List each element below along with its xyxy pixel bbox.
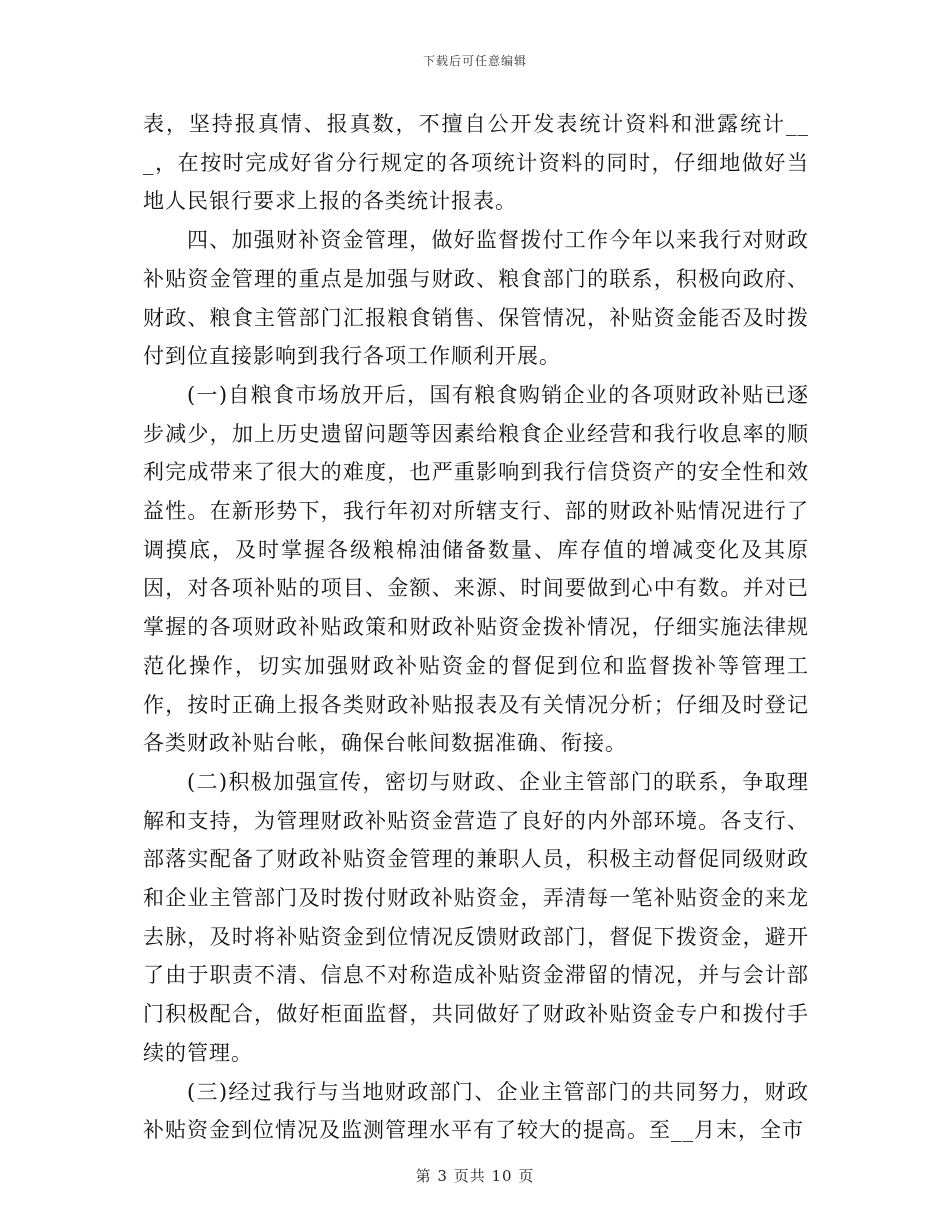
page-header: 下载后可任意编辑 (422, 54, 527, 68)
paragraph-continuation: 表，坚持报真情、报真数，不擅自公开发表统计资料和泄露统计___，在按时完成好省分行规定的各项统计资料的同时，仔细地做好当地人民银行要求上报的各类统计报表。 (143, 112, 809, 214)
paragraph-section-four: 四、加强财补资金管理，做好监督拨付工作今年以来我行对财政补贴资金管理的重点是加强与财政、粮食部门的联系，积极向政府、财政、粮食主管部门汇报粮食销售、保管情况，补贴资金能否及时拨付到位直接影响到我行各项工作顺利开展。 (143, 228, 809, 369)
paragraph-item-two: (二)积极加强宣传，密切与财政、企业主管部门的联系，争取理解和支持，为管理财政补贴资金营造了良好的内外部环境。各支行、部落实配备了财政补贴资金管理的兼职人员，积极主动督促同级财政和企业主管部门及时拨付财政补贴资金，弄清每一笔补贴资金的来龙去脉，及时将补贴资金到位情况反馈财政部门，督促下拨资金，避开了由于职责不清、信息不对称造成补贴资金滞留的情况，并与会计部门积极配合，做好柜面监督，共同做好了财政补贴资金专户和拨付手续的管理。 (143, 769, 809, 1065)
page-number-footer: 第 3 页共 10 页 (415, 1167, 535, 1185)
document-body (143, 105, 809, 1150)
paragraph-item-three: (三)经过我行与当地财政部门、企业主管部门的共同努力，财政补贴资金到位情况及监测管理水平有了较大的提高。至__月末，全市 (143, 1079, 809, 1143)
paragraph-item-one: (一)自粮食市场放开后，国有粮食购销企业的各项财政补贴已逐步减少，加上历史遗留问题等因素给粮食企业经营和我行收息率的顺利完成带来了很大的难度，也严重影响到我行信贷资产的安全性和效益性。在新形势下，我行年初对所辖支行、部的财政补贴情况进行了调摸底，及时掌握各级粮棉油储备数量、库存值的增减变化及其原因，对各项补贴的项目、金额、来源、时间要做到心中有数。并对已掌握的各项财政补贴政策和财政补贴资金拨补情况，仔细实施法律规范化操作，切实加强财政补贴资金的督促到位和监督拨补等管理工作，按时正确上报各类财政补贴报表及有关情况分析；仔细及时登记各类财政补贴台帐，确保台帐间数据准确、衔接。 (143, 382, 809, 756)
